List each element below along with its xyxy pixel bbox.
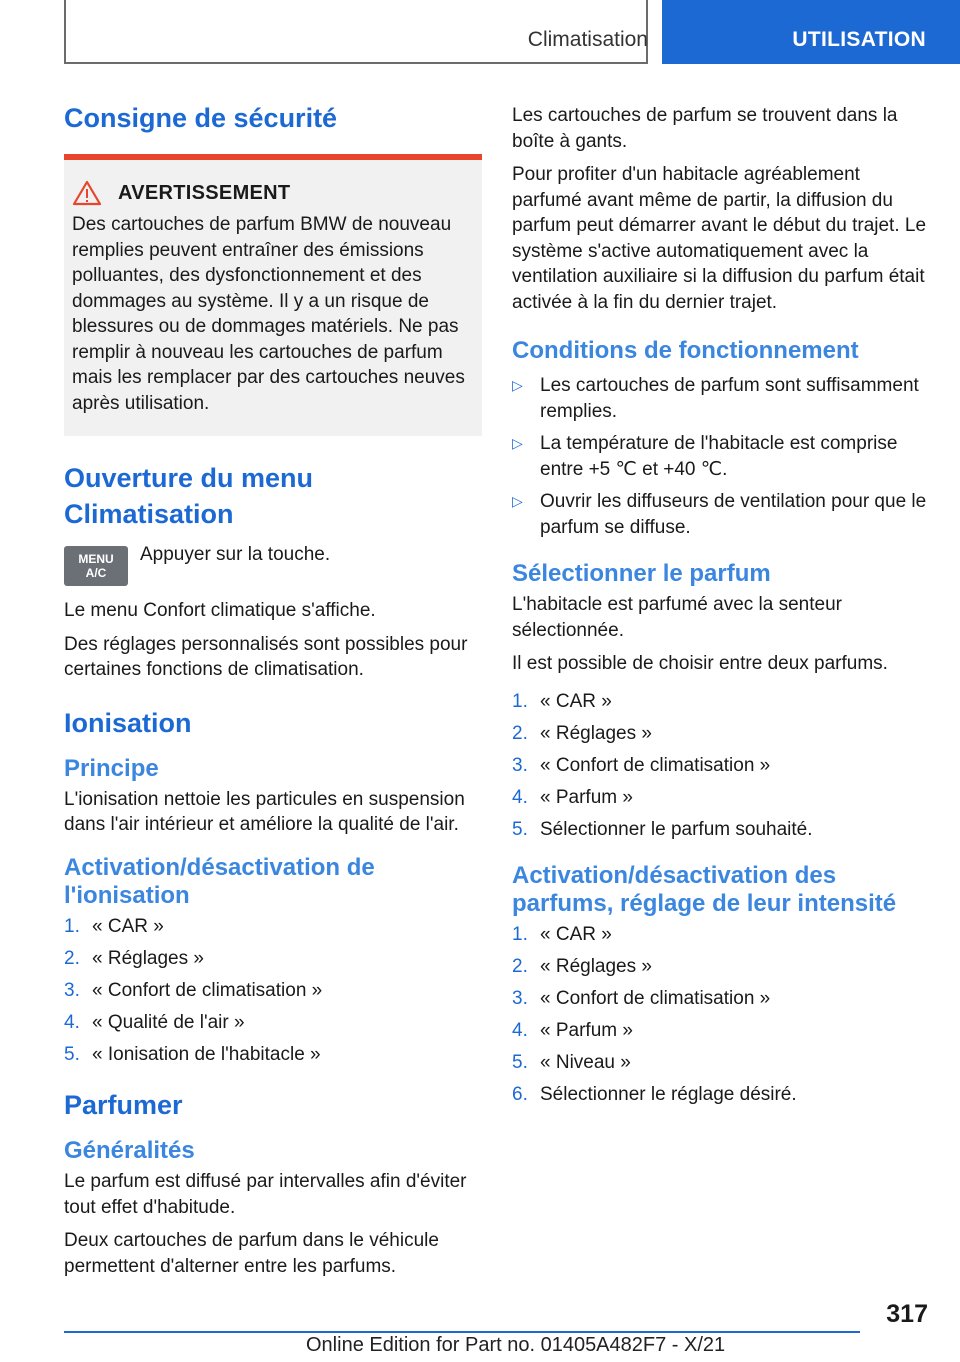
header-section: Climatisation (527, 28, 648, 51)
principe-text: L'ionisation nettoie les particules en suspension dans l'air intérieur et améliore la qualité de l'air. (64, 788, 465, 835)
list-item: 3. « Confort de climatisation » (64, 979, 323, 1001)
generalites-title: Généralités (64, 1137, 195, 1164)
menu-paragraph-1: Le menu Confort climatique s'affiche. (64, 600, 376, 621)
intensity-steps-list (512, 922, 930, 1108)
list-item: 5. Sélectionner le parfum souhaité. (512, 818, 813, 840)
principe-title: Principe (64, 754, 159, 782)
footer-rule (64, 1331, 860, 1333)
ion-activation-title: Activation/désactivation de l'ionisation (64, 853, 375, 909)
right-paragraph-2: Pour profiter d'un habitacle agréablement parfumé avant même de partir, la diffusion du parfum peut démarrer avant le début du trajet. Le système s'active automatiquement avec la ventilation auxiliaire si la diffusion du parfum était activée à la fin du dernier trajet. (512, 164, 927, 313)
menu-key-row (64, 546, 482, 586)
parfumer-title: Parfumer (64, 1090, 183, 1120)
bullet-triangle-icon: ▷ (512, 493, 523, 509)
list-item: 3. « Confort de climatisation » (512, 754, 771, 776)
bullet-triangle-icon: ▷ (512, 435, 523, 451)
list-item: ▷ Ouvrir les diffuseurs de ventilation pour que le parfum se diffuse. (512, 489, 930, 540)
list-item: 1. « CAR » (512, 690, 612, 712)
warning-label: AVERTISSEMENT (118, 181, 291, 204)
list-item: 6. Sélectionner le réglage désiré. (512, 1084, 797, 1105)
list-item: 4. « Parfum » (512, 1020, 633, 1041)
ionisation-title: Ionisation (64, 707, 192, 738)
menu-title: Ouverture du menu Climatisation (64, 463, 314, 529)
select-paragraph-1: L'habitacle est parfumé avec la senteur sélectionnée. (512, 594, 842, 641)
list-item: ▷ La température de l'habitacle est comprise entre +5 ℃ et +40 ℃. (512, 431, 930, 482)
warning-box (64, 154, 482, 436)
generalites-paragraph-2: Deux cartouches de parfum dans le véhicule permettent d'alterner entre les parfums. (64, 1230, 439, 1277)
select-paragraph-2: Il est possible de choisir entre deux parfums. (512, 653, 888, 674)
menu-key-text: Appuyer sur la touche. (140, 544, 331, 565)
list-item: 5. « Ionisation de l'habitacle » (64, 1043, 321, 1065)
list-item: ▷ Les cartouches de parfum sont suffisamment remplies. (512, 373, 930, 424)
menu-ac-key-icon (64, 546, 128, 586)
list-item: 4. « Qualité de l'air » (64, 1011, 245, 1033)
list-item: 4. « Parfum » (512, 786, 633, 808)
warning-text: Des cartouches de parfum BMW de nouveau remplies peuvent entraîner des émissions polluantes, des dysfonctionnement et des dommages au système. Il y a un risque de blessures ou de dommages matériels. Ne pas remplir à nouveau les cartouches de parfum mais les remplacer par des cartouches neuves après utilisation. (72, 214, 465, 414)
footer-edition: Online Edition for Part no. 01405A482F7 - X/21 (306, 1334, 726, 1356)
intensity-title: Activation/désactivation des parfums, réglage de leur intensité (512, 862, 897, 917)
list-item: 2. « Réglages » (512, 722, 652, 744)
warning-header (72, 180, 474, 206)
warning-triangle-icon (72, 180, 102, 206)
header-chapter: UTILISATION (662, 0, 960, 64)
list-item: 1. « CAR » (512, 924, 612, 945)
safety-title: Consigne de sécurité (64, 103, 338, 133)
list-item: 2. « Réglages » (512, 956, 652, 977)
page-number: 317 (886, 1300, 928, 1328)
list-item: 5. « Niveau » (512, 1052, 631, 1073)
ion-steps-list (64, 914, 482, 1068)
select-steps-list (512, 689, 930, 843)
menu-key-line2: A/C (85, 566, 107, 580)
generalites-paragraph-1: Le parfum est diffusé par intervalles afin d'éviter tout effet d'habitude. (64, 1171, 467, 1218)
conditions-list (512, 373, 930, 540)
left-column (64, 100, 482, 1287)
list-item: 2. « Réglages » (64, 947, 204, 969)
conditions-title: Conditions de fonctionnement (512, 337, 859, 364)
right-paragraph-1: Les cartouches de parfum se trouvent dans la boîte à gants. (512, 105, 898, 152)
list-item: 1. « CAR » (64, 915, 164, 937)
right-column (512, 103, 930, 1120)
menu-key-line1: MENU (78, 552, 114, 566)
list-item: 3. « Confort de climatisation » (512, 988, 771, 1009)
menu-paragraph-2: Des réglages personnalisés sont possibles pour certaines fonctions de climatisation. (64, 633, 468, 680)
select-title: Sélectionner le parfum (512, 560, 771, 587)
bullet-triangle-icon: ▷ (512, 377, 523, 393)
